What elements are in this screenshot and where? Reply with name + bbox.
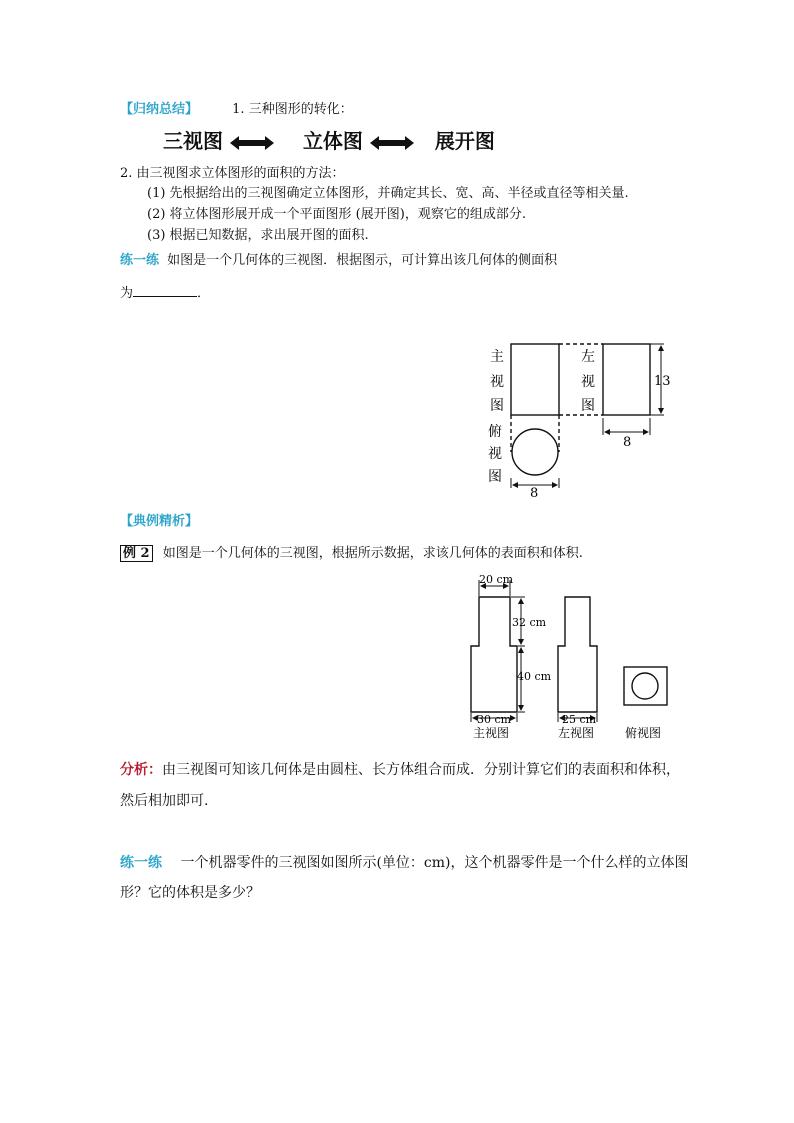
front-label-2: 视 xyxy=(490,374,504,390)
left-label-1: 左 xyxy=(581,349,595,365)
example-tag: 例 2 xyxy=(120,545,153,562)
analysis-line2: 然后相加即可. xyxy=(120,793,209,809)
top-label-2: 视 xyxy=(488,446,502,462)
exercise-tag: 练一练 xyxy=(120,253,160,268)
flow-net: 展开图 xyxy=(434,129,495,153)
double-arrow-icon xyxy=(230,135,274,151)
height-value: 13 xyxy=(654,374,671,389)
exercise-1-line2 xyxy=(120,282,210,301)
exercise-2-text: 一个机器零件的三视图如图所示(单位：cm)，这个机器零件是一个什么样的立体图 xyxy=(180,855,689,871)
side-width-label: 25 cm xyxy=(562,713,597,726)
answer-suffix: ． xyxy=(197,286,211,301)
answer-prefix: 为 xyxy=(120,286,134,301)
lower-height-label: 40 cm xyxy=(517,670,552,683)
top-view-circle xyxy=(512,429,558,475)
answer-blank[interactable] xyxy=(133,282,197,297)
exercise-text: 如图是一个几何体的三视图．根据图示，可计算出该几何体的侧面积 xyxy=(167,253,558,268)
analysis-text: 由三视图可知该几何体是由圆柱、长方体组合而成．分别计算它们的表面积和体积， xyxy=(162,762,680,778)
flow-three-view: 三视图 xyxy=(163,129,223,153)
top-view-circle xyxy=(632,673,658,699)
top-width-label: 20 cm xyxy=(479,573,514,586)
exercise-2-tag: 练一练 xyxy=(120,855,162,871)
top-label-3: 图 xyxy=(488,469,502,485)
summary-line xyxy=(120,98,353,117)
left-view-shape xyxy=(558,597,597,712)
exercise-2 xyxy=(120,852,689,872)
step-1: (1) 先根据给出的三视图确定立体图形，并确定其长、宽、高、半径或直径等相关量. xyxy=(147,186,629,201)
transform-flow xyxy=(163,125,495,154)
left-view-rect xyxy=(603,344,650,415)
analysis xyxy=(120,759,680,779)
point-1: 1. 三种图形的转化： xyxy=(232,102,353,117)
exercise-1 xyxy=(120,249,557,268)
left-label-2: 视 xyxy=(581,374,595,390)
front-view-rect xyxy=(511,344,559,415)
width-value: 8 xyxy=(623,435,632,450)
three-view-figure-1 xyxy=(478,338,678,498)
three-view-figure-2 xyxy=(465,572,680,744)
front-label-3: 图 xyxy=(490,398,504,414)
double-arrow-icon xyxy=(370,135,414,151)
summary-header: 【归纳总结】 xyxy=(120,102,199,117)
step-3: (3) 根据已知数据，求出展开图的面积. xyxy=(147,228,369,243)
diameter-value: 8 xyxy=(530,486,539,498)
example-header: 【典例精析】 xyxy=(120,514,199,529)
front-label-1: 主 xyxy=(490,349,504,365)
front-width-label: 30 cm xyxy=(477,713,512,726)
analysis-label: 分析： xyxy=(120,762,162,778)
caption-top: 俯视图 xyxy=(625,726,662,740)
step-2: (2) 将立体图形展开成一个平面图形 (展开图)，观察它的组成部分. xyxy=(147,207,526,222)
caption-front: 主视图 xyxy=(473,726,510,740)
example-text: 如图是一个几何体的三视图，根据所示数据，求该几何体的表面积和体积. xyxy=(162,546,583,561)
upper-height-label: 32 cm xyxy=(512,616,547,629)
front-view-shape xyxy=(471,597,517,712)
top-label-1: 俯 xyxy=(488,424,502,440)
exercise-2-line2: 形？它的体积是多少？ xyxy=(120,885,260,901)
example-2 xyxy=(120,542,583,561)
caption-left: 左视图 xyxy=(558,726,595,740)
flow-solid: 立体图 xyxy=(302,129,363,153)
point-2: 2. 由三视图求立体图形的面积的方法： xyxy=(120,166,345,181)
left-label-3: 图 xyxy=(581,398,595,414)
